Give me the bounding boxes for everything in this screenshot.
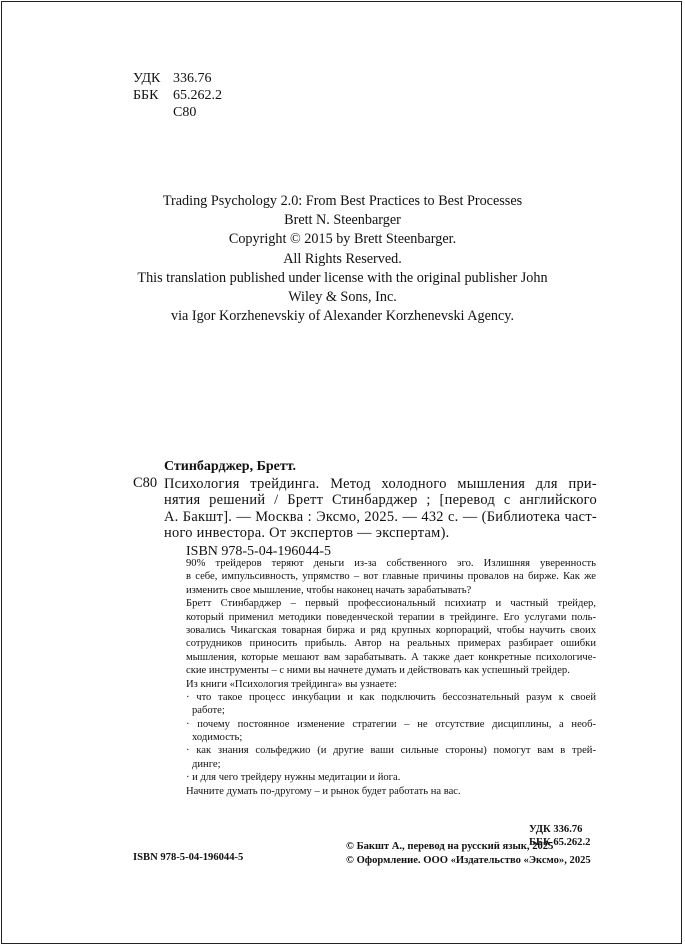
design-copyright: © Оформление. ООО «Издательство «Эксмо», 2025 — [346, 854, 591, 866]
biblio-line: Психология трейдинга. Метод холодного мышления для при- — [164, 476, 597, 492]
udk-value: 336.76 — [173, 71, 212, 86]
author-heading: Стинбарджер, Бретт. — [164, 459, 297, 474]
classification-block — [133, 70, 222, 121]
annotation-line: 90% трейдеров теряют деньги из-за собственного эго. Излишняя уверенность — [186, 558, 596, 569]
bullet-line: · почему постоянное изменение стратегии – не отсутствие дисциплины, а необ- — [186, 718, 596, 730]
biblio-line: ного инвестора. От экспертов — экспертам). — [164, 524, 450, 541]
udk-label: УДК — [133, 71, 161, 86]
bullet-line: работе; — [192, 705, 225, 717]
annotation-line: мышления, которые мешают вам зарабатывать. А также дает конкретные психологиче- — [186, 651, 596, 663]
footer-copyright — [346, 840, 591, 867]
list-intro: Из книги «Психология трейдинга» вы узнаете: — [186, 678, 397, 690]
isbn-main: ISBN 978-5-04-196044-5 — [186, 544, 332, 559]
annotation-line: ские инструменты – с ними вы начнете думать и действовать как успешный трейдер. — [186, 665, 570, 677]
license-line: This translation published under license with the original publisher John — [137, 269, 548, 286]
agency-line: via Igor Korzhenevskiy of Alexander Korzhenevski Agency. — [170, 308, 514, 325]
bullet-line: ходимость; — [192, 732, 243, 744]
bullet-line: · что такое процесс инкубации и как подключить бессознательный разум к своей — [186, 691, 596, 703]
license-line: Wiley & Sons, Inc. — [288, 289, 397, 306]
annotation-line: Бретт Стинбарджер – первый профессиональный психиатр и частный трейдер, — [186, 598, 596, 610]
original-author: Brett N. Steenbarger — [284, 212, 401, 229]
annotation-line: зовались Чикагская товарная биржа и ряд крупных корпораций, чтобы научить своих — [186, 624, 596, 636]
author-code: С80 — [173, 105, 197, 120]
footer-udk: УДК 336.76 — [529, 824, 583, 835]
biblio-line: нятия решений / Бретт Стинбарджер ; [перевод с английского — [164, 492, 597, 509]
bullet-line: · как знания сольфеджио (и другие ваши сильные стороны) помогут вам в трей- — [186, 745, 596, 757]
bullet-line: · и для чего трейдеру нужны медитации и йога. — [186, 772, 401, 784]
translation-copyright: © Бакшт А., перевод на русский язык, 2025 — [346, 841, 554, 852]
annotation-closing: Начните думать по-другому – и рынок будет работать на вас. — [186, 785, 461, 797]
annotation-line: сотрудников приносить прибыль. Автор на реальных примерах разбирает ошибки — [186, 638, 596, 650]
annotation-line: который применил методики поведенческой терапии в трейдинге. Его услугами поль- — [186, 611, 596, 623]
footer-bbk: ББК 65.262.2 — [529, 837, 591, 849]
original-title: Trading Psychology 2.0: From Best Practices to Best Processes — [162, 193, 523, 209]
annotation-line: изменить свое мышление, чтобы наконец начать зарабатывать? — [186, 584, 472, 596]
annotation-line: в себе, импульсивность, упрямство – вот главные причины провалов на бирже. Как же — [186, 571, 596, 583]
biblio-line: А. Бакшт]. — Москва : Эксмо, 2025. — 432 с. — (Библиотека част- — [164, 508, 597, 525]
rights-line: All Rights Reserved. — [283, 250, 402, 267]
original-copyright-block — [0, 192, 685, 326]
annotation — [186, 557, 596, 798]
bbk-value: 65.262.2 — [173, 88, 222, 103]
bbk-label: ББК — [133, 88, 159, 103]
bullet-line: динге; — [192, 758, 221, 770]
record-code: С80 — [133, 475, 158, 491]
page-border — [1, 1, 682, 944]
copyright-line: Copyright © 2015 by Brett Steenbarger. — [228, 231, 457, 248]
bibliographic-description — [164, 476, 597, 541]
footer-isbn: ISBN 978-5-04-196044-5 — [133, 852, 244, 863]
